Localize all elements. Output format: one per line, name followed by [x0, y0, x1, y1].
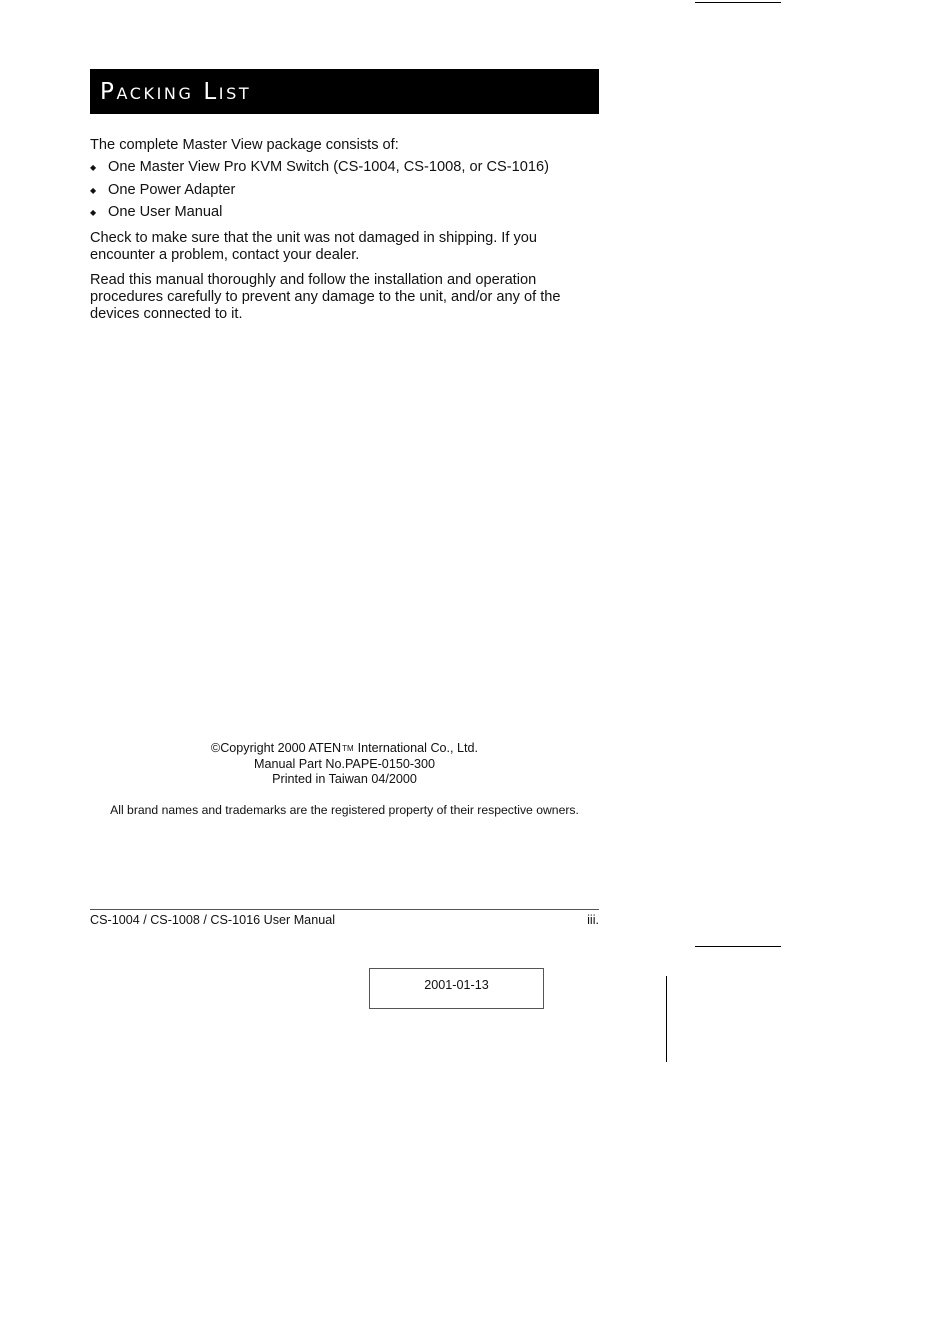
- copyright-block: [90, 741, 599, 788]
- list-item: [90, 204, 602, 227]
- damage-check-paragraph: Check to make sure that the unit was not damaged in shipping. If you encounter a problem, contact your dealer.: [90, 230, 537, 263]
- page-title: Packing List: [100, 79, 252, 105]
- packing-list: [90, 159, 602, 227]
- diamond-bullet-icon: ◆: [90, 185, 97, 195]
- list-item: [90, 182, 602, 205]
- date-stamp-box: [369, 968, 544, 1009]
- page-number: iii.: [587, 913, 599, 927]
- copyright-suffix: International Co., Ltd.: [357, 741, 479, 755]
- section-title-bar: [90, 69, 599, 114]
- copyright-line: [90, 741, 599, 757]
- diamond-bullet-icon: ◆: [90, 163, 97, 172]
- list-item: [90, 159, 602, 182]
- read-manual-paragraph: Read this manual thoroughly and follow the installation and operation procedures carefully to prevent any damage to the unit, and/or any of the devices connected to it.: [90, 272, 561, 322]
- trademark-note: All brand names and trademarks are the registered property of their respective owners.: [110, 803, 579, 817]
- crop-mark-vertical: [666, 976, 667, 1062]
- list-item-text: One Power Adapter: [108, 181, 236, 198]
- copyright-prefix: ©Copyright 2000 ATEN: [210, 741, 342, 755]
- crop-mark-top: [695, 2, 781, 3]
- date-stamp: 2001-01-13: [424, 978, 489, 992]
- list-item-text: One User Manual: [108, 204, 223, 220]
- print-info: Printed in Taiwan 04/2000: [272, 772, 417, 786]
- list-item-text: One Master View Pro KVM Switch (CS-1004, CS-1008, or CS-1016): [108, 159, 549, 175]
- intro-text: The complete Master View package consists of:: [90, 137, 399, 153]
- trademark-symbol: TM: [342, 744, 354, 753]
- footer-manual-title: CS-1004 / CS-1008 / CS-1016 User Manual: [90, 913, 336, 927]
- manual-part-number: Manual Part No.PAPE-0150-300: [253, 756, 436, 771]
- crop-mark-bottom: [695, 946, 781, 947]
- diamond-bullet-icon: ◆: [90, 208, 97, 217]
- footer-divider: [90, 909, 599, 910]
